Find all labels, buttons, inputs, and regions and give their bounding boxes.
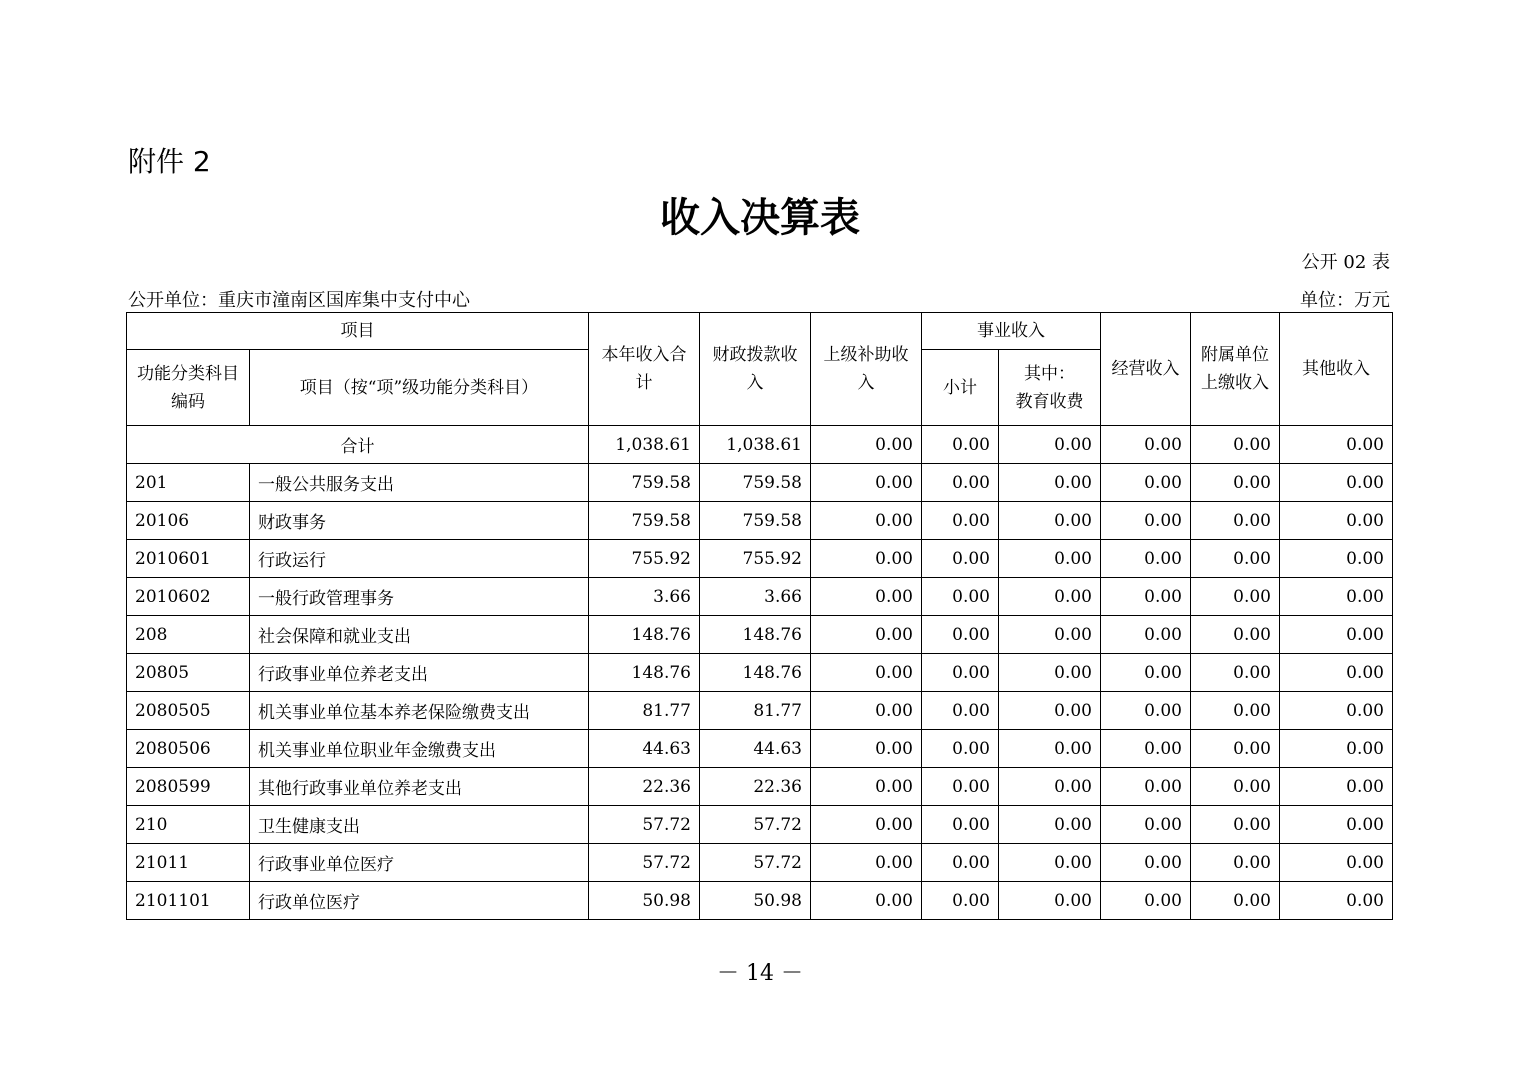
- row-value: 0.00: [1101, 464, 1191, 502]
- table-body: [127, 426, 1393, 920]
- row-name: 机关事业单位基本养老保险缴费支出: [250, 692, 589, 730]
- total-label: 合计: [127, 426, 589, 464]
- row-value: 0.00: [1191, 882, 1280, 920]
- row-value: 0.00: [1101, 654, 1191, 692]
- row-value: 0.00: [999, 692, 1101, 730]
- row-code: 2010602: [127, 578, 250, 616]
- table-row: [127, 692, 1393, 730]
- row-value: 0.00: [811, 768, 922, 806]
- row-name: 行政运行: [250, 540, 589, 578]
- total-value: 0.00: [1191, 426, 1280, 464]
- header-other: 其他收入: [1280, 313, 1393, 426]
- row-value: 0.00: [1191, 806, 1280, 844]
- row-value: 0.00: [1280, 768, 1393, 806]
- row-value: 0.00: [922, 730, 999, 768]
- row-value: 0.00: [1191, 464, 1280, 502]
- row-name: 一般行政管理事务: [250, 578, 589, 616]
- row-value: 0.00: [1280, 464, 1393, 502]
- row-code: 2080599: [127, 768, 250, 806]
- attachment-label: 附件 2: [128, 145, 211, 178]
- row-value: 0.00: [922, 882, 999, 920]
- row-value: 0.00: [922, 540, 999, 578]
- table-row: [127, 844, 1393, 882]
- row-name: 机关事业单位职业年金缴费支出: [250, 730, 589, 768]
- row-name: 一般公共服务支出: [250, 464, 589, 502]
- row-code: 2080505: [127, 692, 250, 730]
- row-value: 759.58: [700, 464, 811, 502]
- row-value: 22.36: [589, 768, 700, 806]
- row-value: 3.66: [700, 578, 811, 616]
- row-value: 0.00: [1280, 616, 1393, 654]
- header-operating: 经营收入: [1101, 313, 1191, 426]
- row-value: 0.00: [999, 578, 1101, 616]
- row-value: 22.36: [700, 768, 811, 806]
- row-code: 210: [127, 806, 250, 844]
- table-row: [127, 730, 1393, 768]
- row-value: 0.00: [811, 616, 922, 654]
- row-value: 57.72: [589, 844, 700, 882]
- row-value: 3.66: [589, 578, 700, 616]
- row-value: 0.00: [1101, 768, 1191, 806]
- row-value: 0.00: [811, 578, 922, 616]
- row-value: 0.00: [1280, 578, 1393, 616]
- row-code: 21011: [127, 844, 250, 882]
- row-code: 201: [127, 464, 250, 502]
- row-value: 0.00: [922, 464, 999, 502]
- total-value: 0.00: [999, 426, 1101, 464]
- row-value: 759.58: [589, 502, 700, 540]
- row-value: 0.00: [999, 654, 1101, 692]
- row-value: 0.00: [999, 882, 1101, 920]
- table-row: [127, 768, 1393, 806]
- row-value: 0.00: [1101, 730, 1191, 768]
- row-name: 行政事业单位医疗: [250, 844, 589, 882]
- total-value: 0.00: [1280, 426, 1393, 464]
- row-value: 0.00: [922, 578, 999, 616]
- row-value: 0.00: [1191, 692, 1280, 730]
- table-row: [127, 616, 1393, 654]
- row-value: 0.00: [999, 540, 1101, 578]
- row-value: 148.76: [700, 616, 811, 654]
- row-value: 0.00: [1280, 882, 1393, 920]
- row-value: 0.00: [811, 464, 922, 502]
- row-value: 0.00: [922, 616, 999, 654]
- page-title: 收入决算表: [660, 195, 860, 241]
- row-value: 0.00: [1191, 502, 1280, 540]
- row-value: 0.00: [999, 768, 1101, 806]
- row-value: 0.00: [1280, 806, 1393, 844]
- row-value: 57.72: [700, 844, 811, 882]
- row-code: 2080506: [127, 730, 250, 768]
- row-name: 卫生健康支出: [250, 806, 589, 844]
- row-name: 社会保障和就业支出: [250, 616, 589, 654]
- row-value: 57.72: [589, 806, 700, 844]
- row-value: 0.00: [999, 730, 1101, 768]
- row-value: 0.00: [1191, 768, 1280, 806]
- header-education: [999, 350, 1101, 426]
- header-education-label: 教育收费: [1015, 391, 1084, 412]
- row-value: 148.76: [700, 654, 811, 692]
- row-value: 0.00: [811, 882, 922, 920]
- row-value: 0.00: [1101, 882, 1191, 920]
- header-project: 项目: [127, 313, 589, 350]
- total-value: 1,038.61: [589, 426, 700, 464]
- row-value: 0.00: [1191, 616, 1280, 654]
- row-value: 44.63: [589, 730, 700, 768]
- table-row: [127, 882, 1393, 920]
- row-value: 0.00: [1280, 540, 1393, 578]
- row-value: 81.77: [700, 692, 811, 730]
- header-subtotal: 小计: [922, 350, 999, 426]
- row-value: 0.00: [1280, 502, 1393, 540]
- row-value: 0.00: [999, 502, 1101, 540]
- total-value: 0.00: [1101, 426, 1191, 464]
- table-row: [127, 464, 1393, 502]
- row-name: 行政单位医疗: [250, 882, 589, 920]
- total-value: 0.00: [811, 426, 922, 464]
- row-value: 0.00: [922, 844, 999, 882]
- table-row: [127, 654, 1393, 692]
- total-value: 0.00: [922, 426, 999, 464]
- header-business: 事业收入: [922, 313, 1101, 350]
- row-value: 0.00: [811, 692, 922, 730]
- row-value: 0.00: [1101, 806, 1191, 844]
- table-row: [127, 502, 1393, 540]
- row-value: 50.98: [700, 882, 811, 920]
- row-value: 759.58: [589, 464, 700, 502]
- row-value: 0.00: [1101, 502, 1191, 540]
- row-code: 2010601: [127, 540, 250, 578]
- table-row: [127, 578, 1393, 616]
- row-value: 755.92: [700, 540, 811, 578]
- row-value: 0.00: [1280, 730, 1393, 768]
- row-value: 0.00: [1280, 844, 1393, 882]
- row-code: 2101101: [127, 882, 250, 920]
- header-code: 功能分类科目编码: [127, 350, 250, 426]
- row-value: 0.00: [1101, 692, 1191, 730]
- row-value: 0.00: [1280, 692, 1393, 730]
- row-code: 20805: [127, 654, 250, 692]
- row-value: 148.76: [589, 654, 700, 692]
- row-value: 0.00: [1191, 654, 1280, 692]
- row-value: 0.00: [1101, 844, 1191, 882]
- row-value: 0.00: [1101, 578, 1191, 616]
- row-name: 财政事务: [250, 502, 589, 540]
- reporting-unit: 公开单位：重庆市潼南区国库集中支付中心: [128, 290, 470, 311]
- row-value: 0.00: [811, 844, 922, 882]
- row-value: 81.77: [589, 692, 700, 730]
- income-table: [126, 312, 1393, 920]
- currency-unit: 单位：万元: [1300, 290, 1390, 311]
- row-value: 0.00: [811, 654, 922, 692]
- row-value: 50.98: [589, 882, 700, 920]
- header-education-prefix: 其中：: [1024, 363, 1075, 384]
- table-row: [127, 806, 1393, 844]
- row-value: 0.00: [811, 806, 922, 844]
- row-value: 0.00: [999, 464, 1101, 502]
- header-total: 本年收入合计: [589, 313, 700, 426]
- row-value: 0.00: [1101, 540, 1191, 578]
- row-value: 0.00: [1101, 616, 1191, 654]
- header-affiliated: 附属单位上缴收入: [1191, 313, 1280, 426]
- row-value: 0.00: [1191, 540, 1280, 578]
- row-value: 0.00: [811, 502, 922, 540]
- row-value: 0.00: [1191, 578, 1280, 616]
- row-value: 0.00: [922, 768, 999, 806]
- row-value: 148.76: [589, 616, 700, 654]
- row-value: 0.00: [922, 806, 999, 844]
- row-name: 行政事业单位养老支出: [250, 654, 589, 692]
- row-value: 44.63: [700, 730, 811, 768]
- row-value: 0.00: [999, 806, 1101, 844]
- row-value: 759.58: [700, 502, 811, 540]
- form-number: 公开 02 表: [1301, 252, 1390, 273]
- row-value: 0.00: [1191, 730, 1280, 768]
- row-value: 0.00: [1280, 654, 1393, 692]
- row-value: 0.00: [811, 540, 922, 578]
- row-code: 20106: [127, 502, 250, 540]
- row-value: 0.00: [922, 654, 999, 692]
- total-row: [127, 426, 1393, 464]
- row-value: 0.00: [811, 730, 922, 768]
- row-code: 208: [127, 616, 250, 654]
- page-number: － 14 －: [717, 961, 803, 986]
- row-value: 0.00: [1191, 844, 1280, 882]
- row-value: 57.72: [700, 806, 811, 844]
- header-superior: 上级补助收入: [811, 313, 922, 426]
- table-row: [127, 540, 1393, 578]
- row-value: 755.92: [589, 540, 700, 578]
- row-value: 0.00: [922, 502, 999, 540]
- row-value: 0.00: [999, 844, 1101, 882]
- header-item: 项目（按“项”级功能分类科目）: [250, 350, 589, 426]
- row-value: 0.00: [999, 616, 1101, 654]
- row-value: 0.00: [922, 692, 999, 730]
- header-fiscal: 财政拨款收入: [700, 313, 811, 426]
- total-value: 1,038.61: [700, 426, 811, 464]
- row-name: 其他行政事业单位养老支出: [250, 768, 589, 806]
